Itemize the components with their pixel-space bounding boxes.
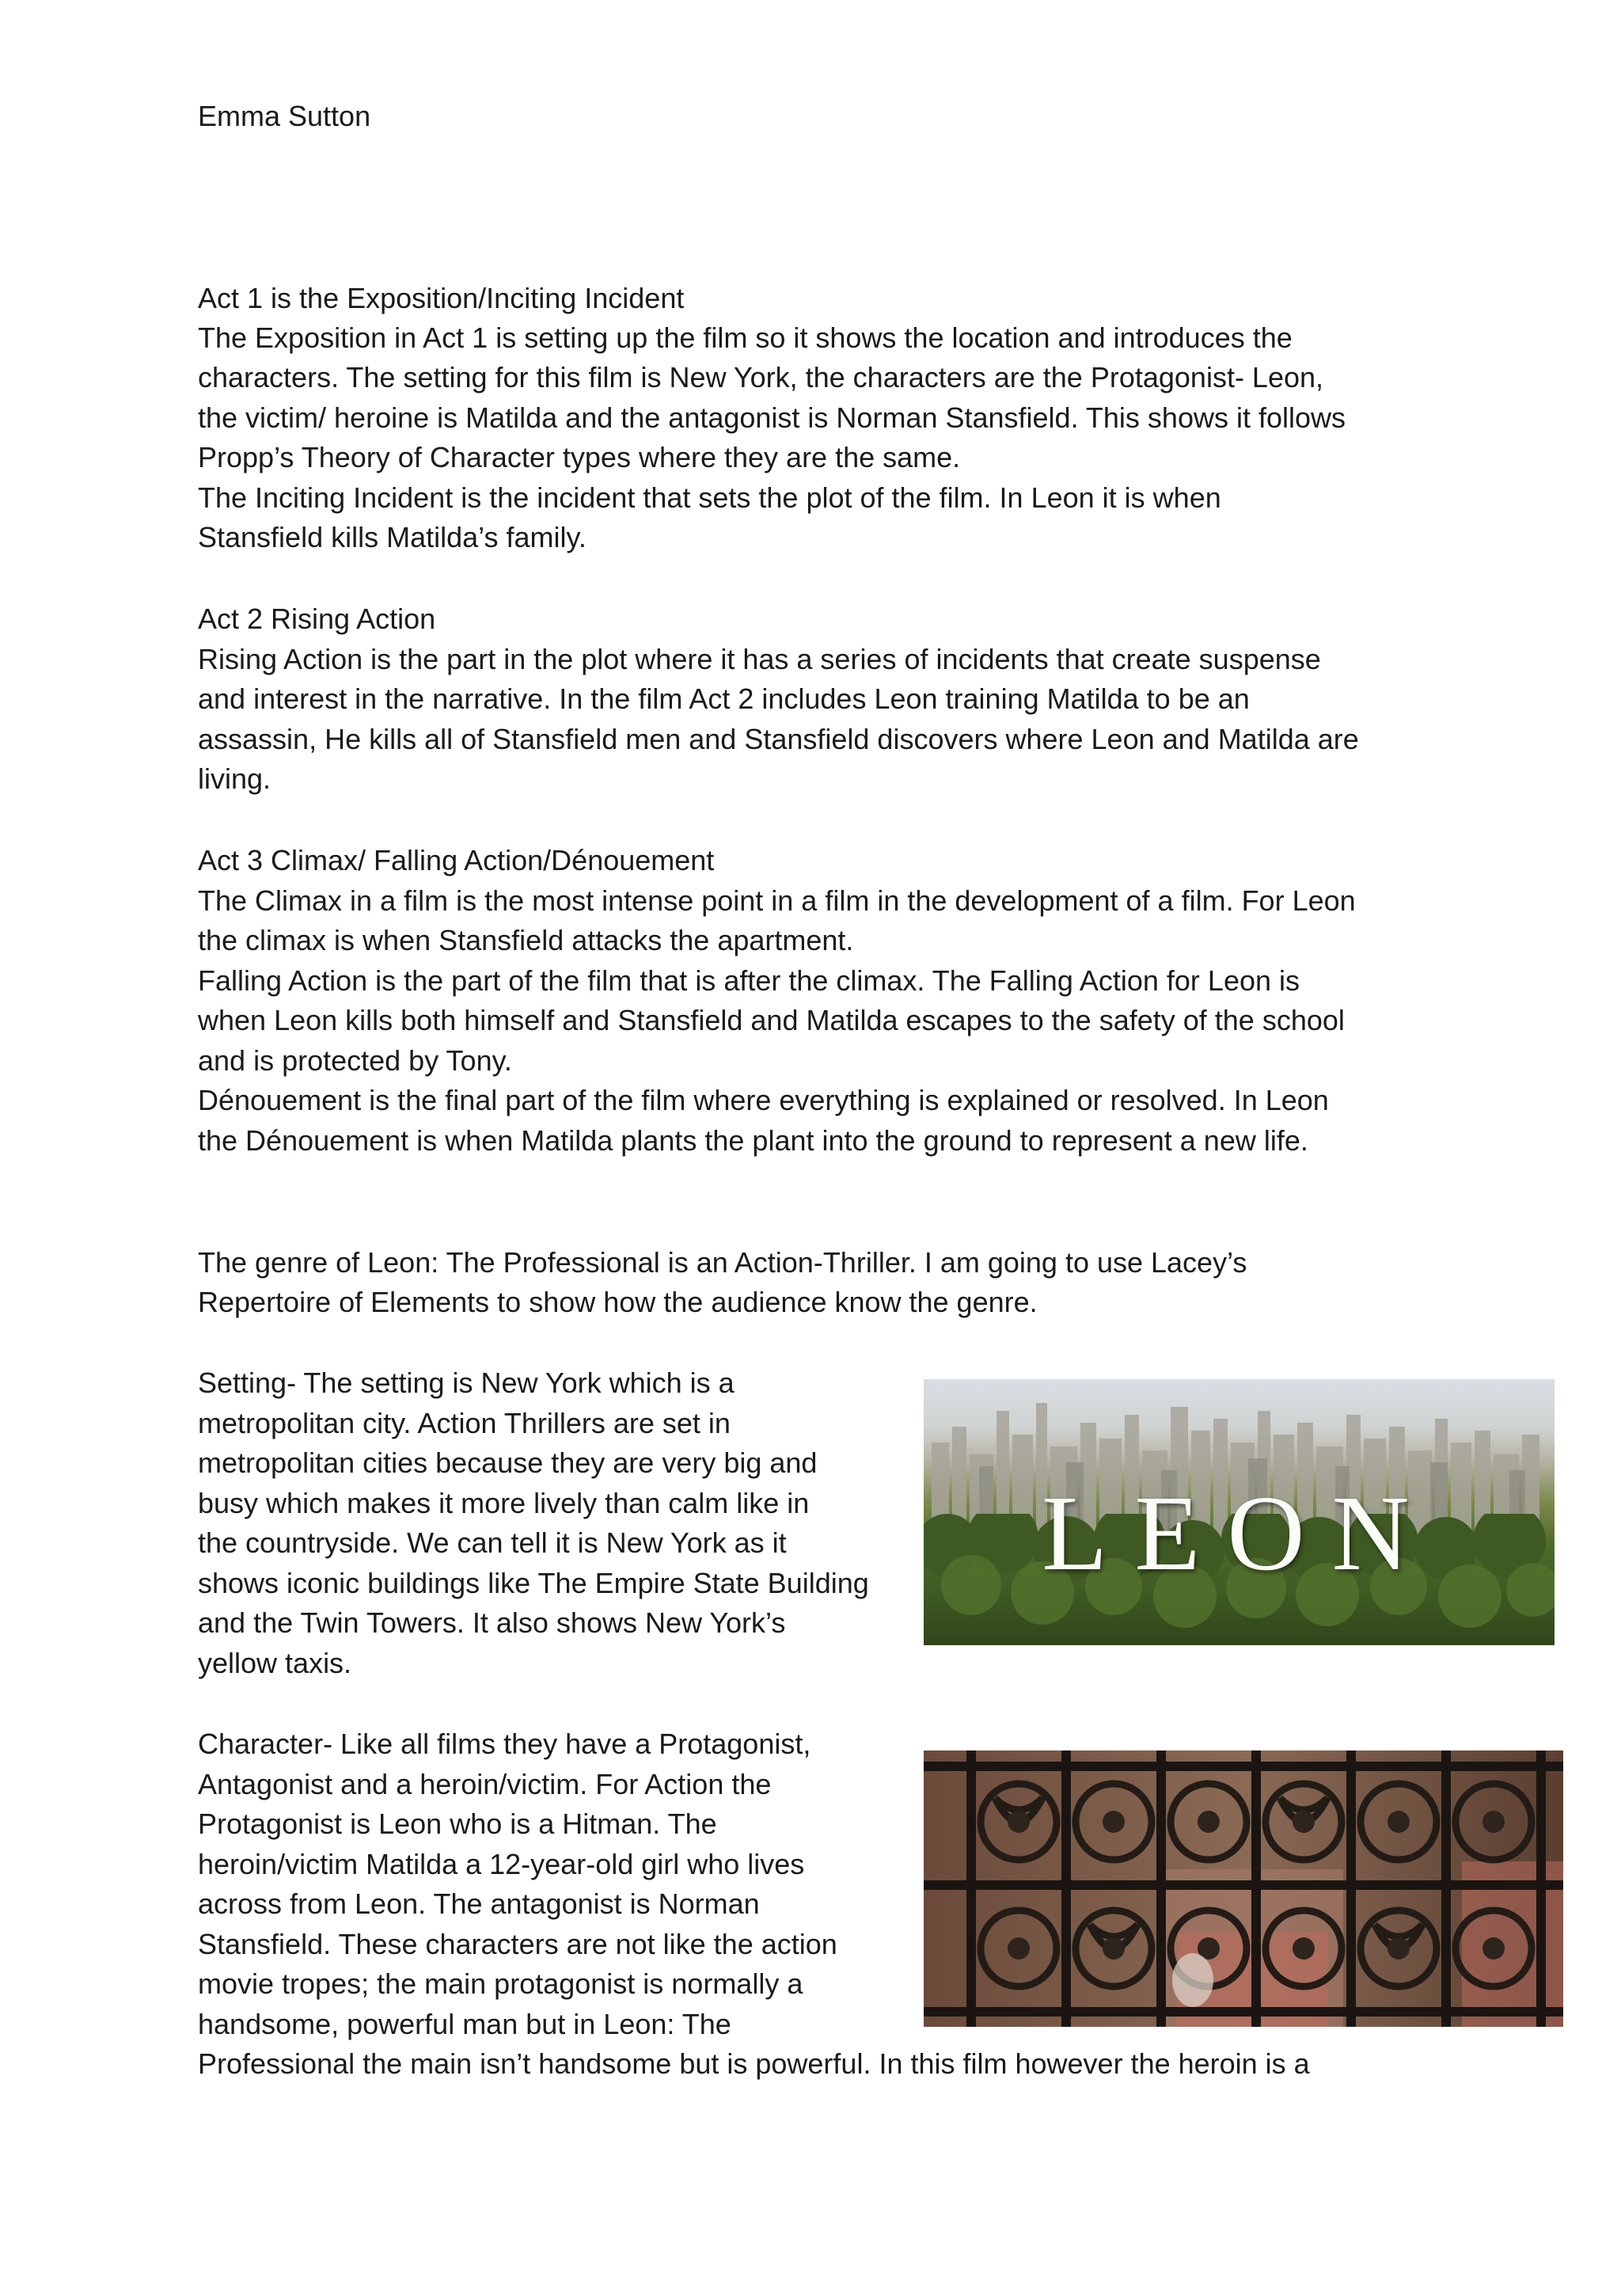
- paragraph-line: and is protected by Tony.: [198, 1044, 512, 1077]
- paragraph-line: Repertoire of Elements to show how the audience know the genre.: [198, 1286, 1038, 1318]
- paragraph-line: The Exposition in Act 1 is setting up the film so it shows the location and introduces the: [198, 321, 1293, 354]
- paragraph-line: shows iconic buildings like The Empire State Building: [198, 1567, 869, 1599]
- paragraph-line: Dénouement is the final part of the film where everything is explained or resolved. In Leon: [198, 1084, 1329, 1116]
- paragraph-line: the Dénouement is when Matilda plants the plant into the ground to represent a new life.: [198, 1124, 1308, 1157]
- paragraph-line: across from Leon. The antagonist is Norman: [198, 1887, 760, 1920]
- paragraph-line: the victim/ heroine is Matilda and the antagonist is Norman Stansfield. This shows it follows: [198, 401, 1346, 434]
- paragraph-line: metropolitan city. Action Thrillers are set in: [198, 1407, 731, 1439]
- paragraph-line: The genre of Leon: The Professional is an Action-Thriller. I am going to use Lacey’s: [198, 1246, 1247, 1279]
- paragraph-line: when Leon kills both himself and Stansfield and Matilda escapes to the safety of the school: [198, 1004, 1345, 1036]
- paragraph-line: handsome, powerful man but in Leon: The: [198, 2008, 731, 2040]
- paragraph-line: living.: [198, 762, 271, 795]
- paragraph-line: and the Twin Towers. It also shows New York’s: [198, 1606, 786, 1639]
- paragraph-line: Professional the main isn’t handsome but is powerful. In this film however the heroin is a: [198, 2047, 1310, 2080]
- paragraph-line: Rising Action is the part in the plot where it has a series of incidents that create suspense: [198, 643, 1321, 675]
- paragraph-line: Protagonist is Leon who is a Hitman. The: [198, 1808, 717, 1840]
- paragraph-line: metropolitan cities because they are very big and: [198, 1446, 818, 1479]
- paragraph-line: The Inciting Incident is the incident that sets the plot of the film. In Leon it is when: [198, 481, 1221, 514]
- ornate-gate-image: [924, 1751, 1563, 2027]
- ornate-gate-graphic: [924, 1751, 1563, 2027]
- author-name: Emma Sutton: [198, 100, 371, 132]
- leon-title-image: [924, 1379, 1555, 1645]
- paragraph-line: and interest in the narrative. In the film Act 2 includes Leon training Matilda to be an: [198, 682, 1250, 715]
- heading-character: Character- Like all films they have a Protagonist,: [198, 1728, 811, 1760]
- paragraph-line: Antagonist and a heroin/victim. For Action the: [198, 1768, 772, 1800]
- paragraph-line: busy which makes it more lively than calm like in: [198, 1487, 810, 1519]
- paragraph-line: Propp’s Theory of Character types where they are the same.: [198, 441, 961, 473]
- paragraph-line: movie tropes; the main protagonist is normally a: [198, 1967, 803, 2000]
- paragraph-line: the countryside. We can tell it is New York as it: [198, 1526, 787, 1559]
- paragraph-line: heroin/victim Matilda a 12-year-old girl who lives: [198, 1848, 805, 1880]
- paragraph-line: The Climax in a film is the most intense point in a film in the development of a film. For Leon: [198, 884, 1356, 917]
- paragraph-line: Stansfield kills Matilda’s family.: [198, 521, 587, 553]
- leon-title-text: LEON: [1042, 1474, 1437, 1593]
- paragraph-line: the climax is when Stansfield attacks the apartment.: [198, 924, 854, 956]
- heading-act-1: Act 1 is the Exposition/Inciting Incident: [198, 282, 685, 314]
- heading-act-2: Act 2 Rising Action: [198, 603, 436, 635]
- heading-setting: Setting- The setting is New York which is a: [198, 1367, 735, 1399]
- paragraph-line: characters. The setting for this film is New York, the characters are the Protagonist- Leon,: [198, 361, 1324, 393]
- heading-act-3: Act 3 Climax/ Falling Action/Dénouement: [198, 844, 715, 876]
- paragraph-line: yellow taxis.: [198, 1647, 352, 1679]
- paragraph-line: assassin, He kills all of Stansfield men and Stansfield discovers where Leon and Matilda are: [198, 723, 1359, 755]
- paragraph-line: Stansfield. These characters are not like the action: [198, 1928, 837, 1960]
- paragraph-line: Falling Action is the part of the film that is after the climax. The Falling Action for Leon is: [198, 964, 1300, 997]
